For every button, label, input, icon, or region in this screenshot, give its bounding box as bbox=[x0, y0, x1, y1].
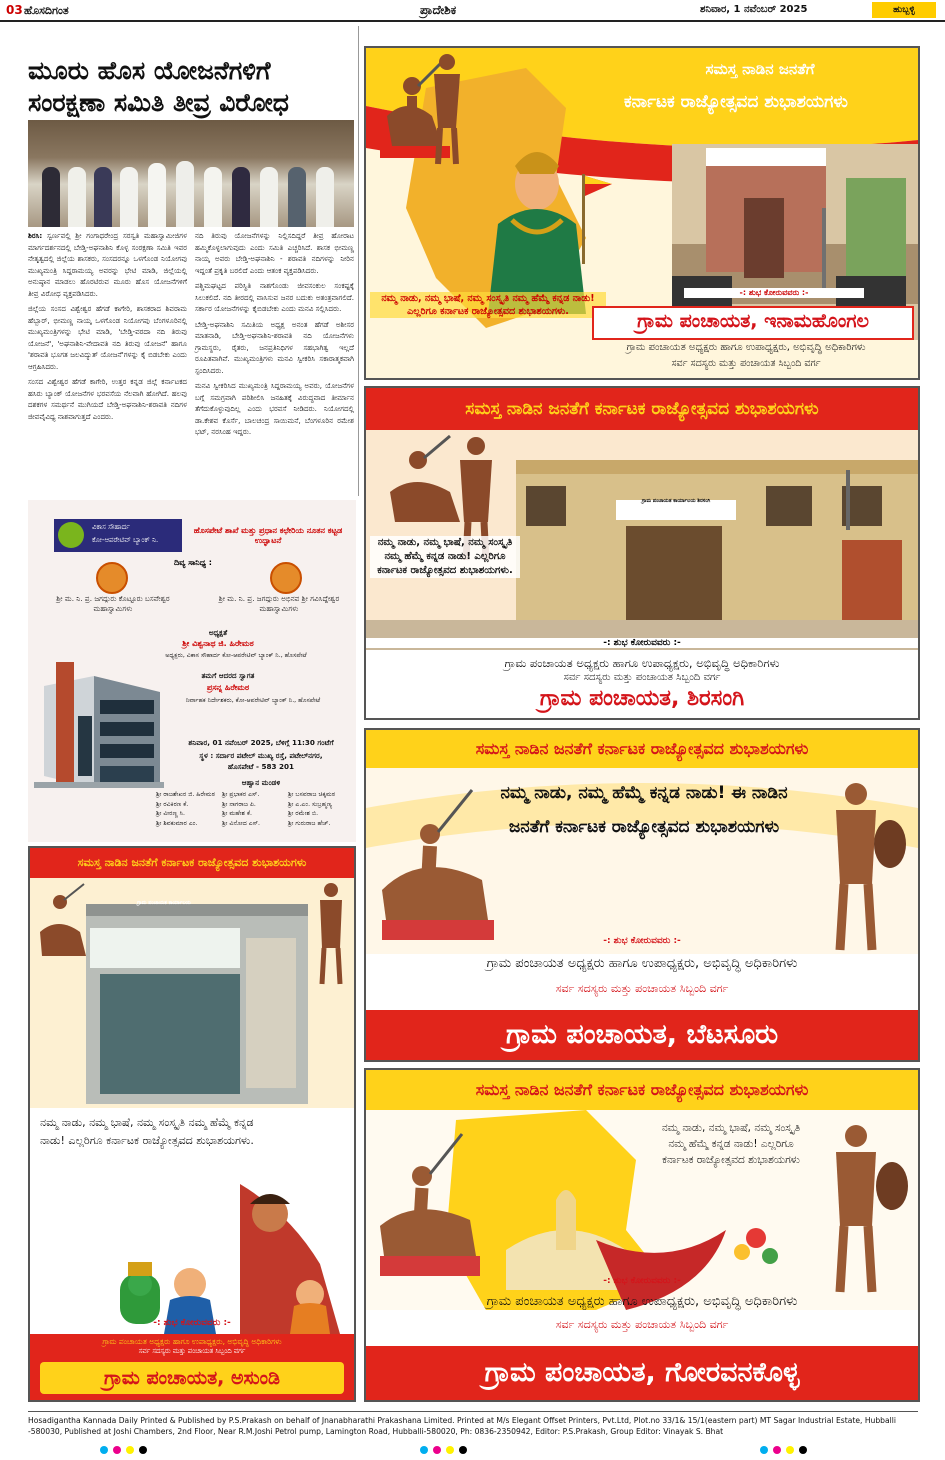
event-time: ಶನಿವಾರ, 01 ನವೆಂಬರ್ 2025, ಬೆಳಿಗ್ಗೆ 11:30 ಗಂಟೆಗೆ bbox=[188, 738, 334, 747]
news-paragraph: ನದಿ ತಿರುವು ಯೋಜನೆಗಳನ್ನು ನಿಲ್ಲಿಸದಿದ್ದರೆ ತೀವ್ರ ಹೋರಾಟ ಹಮ್ಮಿಕೊಳ್ಳಲಾಗುವುದು ಎಂದು ಸಮಿತಿ ಎಚ್ಚರಿಸಿದೆ. ಶಾಸಕ ಭೀಮಣ್ಣ ನಾಯ್ಕ ಅವರು ಬೇಡ್ತಿ-ಅಘನಾಶಿನಿ - ಶರಾವತಿ ನದಿಗಳನ್ನು ನೀರಿನ ಇದ್ದಂತೆ ಪ್ರಕೃತಿ ಬರಲಿದೆ ಎಂದು ಆತಂಕ ವ್ಯಕ್ತಪಡಿಸಿದರು. bbox=[195, 231, 354, 275]
sangolli-rayanna-statue-image bbox=[806, 1116, 916, 1296]
ad-officials: ಗ್ರಾಮ ಪಂಚಾಯತ ಅಧ್ಯಕ್ಷರು ಹಾಗೂ ಉಪಾಧ್ಯಕ್ಷರು, ಅಭಿವೃದ್ಧಿ ಅಧಿಕಾರಿಗಳು bbox=[486, 956, 798, 971]
color-registration-marks bbox=[420, 1446, 472, 1454]
event-city: ಹೊಸಪೇಟೆ - 583 201 bbox=[227, 762, 295, 771]
bhuvaneshwari-goddess-image bbox=[462, 144, 612, 314]
bank-invitation-ad bbox=[28, 500, 356, 842]
chair-label: ಅಧ್ಯಕ್ಷತೆ bbox=[208, 628, 228, 637]
ad-betasur bbox=[364, 728, 920, 1062]
ad-officials: ಗ್ರಾಮ ಪಂಚಾಯತ ಅಧ್ಯಕ್ಷರು ಹಾಗೂ ಉಪಾಧ್ಯಕ್ಷರು, ಅಭಿವೃದ್ಧಿ ಅಧಿಕಾರಿಗಳು bbox=[486, 1294, 798, 1309]
ad-message: ನಮ್ಮ ನಾಡು, ನಮ್ಮ ಭಾಷೆ, ನಮ್ಮ ಸಂಸ್ಕೃತಿ ನಮ್ಮ ಹೆಮ್ಮೆ ಕನ್ನಡ ನಾಡು! ಎಲ್ಲರಿಗೂ ಕರ್ನಾಟಕ ರಾಜ್ಯೋತ್ಸವದ ಶುಭಾಶಯಗಳು. bbox=[370, 292, 606, 318]
ad-band: ಸಮಸ್ತ ನಾಡಿನ ಜನತೆಗೆ ಕರ್ನಾಟಕ ರಾಜ್ಯೋತ್ಸವದ ಶುಭಾಶಯಗಳು bbox=[366, 730, 918, 768]
invitation-heading: ಹೊಸಪೇಟೆ ಶಾಖೆ ಮತ್ತು ಪ್ರಧಾನ ಕಛೇರಿಯ ನೂತನ ಕಟ್ಟಡ ಉದ್ಘಾಟನೆ bbox=[193, 526, 343, 545]
panchayat-name: ಗ್ರಾಮ ಪಂಚಾಯತ, ಶಿರಸಂಗಿ bbox=[539, 686, 745, 711]
news-paragraph: ಮನವಿ ಸ್ವೀಕರಿಸಿದ ಮುಖ್ಯಮಂತ್ರಿ ಸಿದ್ದರಾಮಯ್ಯ ಅವರು, ಯೋಜನೆಗಳ ಬಗ್ಗೆ ಸಮಗ್ರವಾಗಿ ಪರಿಶೀಲಿಸಿ ಜನಹಿತಕ್ಕೆ ವಿರುದ್ಧವಾದ ತೀರ್ಮಾನ ತೆಗೆದುಕೊಳ್ಳುವುದಿಲ್ಲ ಎಂದು ಭರವಸೆ ನೀಡಿದರು. ನಿಯೋಗದಲ್ಲಿ ಡಾ.ಕೇಶವ ಕೊರ್ಸೆ, ಬಾಲಚಂದ್ರ ಸಾಯಿಮನೆ, ಬೆಂಗಳೂರಿನ ರಮೇಶ ಭಟ್, ನರಸಿಂಹ ಇದ್ದರು. bbox=[195, 381, 354, 436]
ad-officials: ಗ್ರಾಮ ಪಂಚಾಯತ ಅಧ್ಯಕ್ಷರು ಹಾಗೂ ಉಪಾಧ್ಯಕ್ಷರು, ಅಭಿವೃದ್ಧಿ ಅಧಿಕಾರಿಗಳು bbox=[504, 656, 780, 670]
color-registration-marks bbox=[760, 1446, 812, 1454]
ad-message: ನಮ್ಮ ನಾಡು, ನಮ್ಮ ಭಾಷೆ, ನಮ್ಮ ಸಂಸ್ಕೃತಿ ನಮ್ಮ ಹೆಮ್ಮೆ ಕನ್ನಡ ನಾಡು! ಎಲ್ಲರಿಗೂ ಕರ್ನಾಟಕ ರಾಜ್ಯೋತ್ಸವದ ಶುಭಾಶಯಗಳು bbox=[661, 1122, 801, 1166]
guest-list-col-3: ಶ್ರೀ ಬಸವರಾಜ ಚಿಕ್ಕಮಠ ಶ್ರೀ ಎ.ಎಂ. ಸುಬ್ರಹ್ಮಣ್ಯ ಶ್ರೀ ರಮೇಶ ಬಿ. ಶ್ರೀ ಗುರುರಾಜ ಹೆಚ್. bbox=[288, 791, 336, 827]
ad-members: ಸರ್ವ ಸದಸ್ಯರು ಮತ್ತು ಪಂಚಾಯತ ಸಿಬ್ಬಂದಿ ವರ್ಗ bbox=[555, 982, 729, 995]
ad-band: ಸಮಸ್ತ ನಾಡಿನ ಜನತೆಗೆ ಕರ್ನಾಟಕ ರಾಜ್ಯೋತ್ಸವದ ಶುಭಾಶಯಗಳು bbox=[366, 1070, 918, 1110]
ad-inamahongal bbox=[364, 46, 920, 380]
ad-wishers-label: -: ಶುಭ ಕೋರುವವರು :- bbox=[684, 288, 864, 298]
sangolli-rayanna-statue-image bbox=[308, 878, 354, 988]
ad-message: ನಮ್ಮ ನಾಡು, ನಮ್ಮ ಭಾಷೆ, ನಮ್ಮ ಸಂಸ್ಕೃತಿ ನಮ್ಮ ಹೆಮ್ಮೆ ಕನ್ನಡ ನಾಡು! ಎಲ್ಲರಿಗೂ ಕರ್ನಾಟಕ ರಾಜ್ಯೋತ್ಸವದ ಶುಭಾಶಯಗಳು. bbox=[370, 536, 520, 578]
color-registration-marks bbox=[100, 1446, 152, 1454]
ad-greeting-line-2: ಕರ್ನಾಟಕ ರಾಜ್ಯೋತ್ಸವದ ಶುಭಾಶಯಗಳು bbox=[624, 92, 848, 112]
ad-message: ನಮ್ಮ ನಾಡು, ನಮ್ಮ ಹೆಮ್ಮೆ ಕನ್ನಡ ನಾಡು! ಈ ನಾಡಿನ ಜನತೆಗೆ ಕರ್ನಾಟಕ ರಾಜ್ಯೋತ್ಸವದ ಶುಭಾಶಯಗಳು bbox=[500, 783, 788, 837]
sangolli-rayanna-statue-image bbox=[806, 774, 916, 954]
kannada-dancers-illustration bbox=[90, 1174, 354, 1334]
swami-1: ಶ್ರೀ ಮ. ನಿ. ಪ್ರ. ಜಗದ್ಗುರು ಕೊಟ್ಟೂರು ಬಸವೇಶ್ವರ ಮಹಾಸ್ವಾಮಿಗಳು bbox=[56, 594, 170, 613]
ad-goravanakolla bbox=[364, 1068, 920, 1402]
issue-date: ಶನಿವಾರ, 1 ನವೆಂಬರ್ 2025 bbox=[700, 4, 808, 15]
ad-message: ನಮ್ಮ ನಾಡು, ನಮ್ಮ ಭಾಷೆ, ನಮ್ಮ ಸಂಸ್ಕೃತಿ ನಮ್ಮ ಹೆಮ್ಮೆ ಕನ್ನಡ ನಾಡು! ಎಲ್ಲರಿಗೂ ಕರ್ನಾಟಕ ರಾಜ್ಯೋತ್ಸವದ ಶುಭಾಶಯಗಳು. bbox=[40, 1116, 254, 1147]
ad-members: ಸರ್ವ ಸದಸ್ಯರು ಮತ್ತು ಪಂಚಾಯತ ಸಿಬ್ಬಂದಿ ವರ್ಗ bbox=[555, 1318, 729, 1331]
ad-wishers-label: -: ಶುಭ ಕೋರುವವರು :- bbox=[603, 936, 681, 946]
divine-presence-label: ದಿವ್ಯ ಸಾನಿಧ್ಯ : bbox=[174, 558, 212, 567]
news-paragraph: ಶಿರಸಿ: ಸ್ವರ್ಣವಲ್ಲಿ ಶ್ರೀ ಗಂಗಾಧರೇಂದ್ರ ಸರಸ್ವತಿ ಮಹಾಸ್ವಾಮೀಜಿಗಳ ಮಾರ್ಗದರ್ಶನದಲ್ಲಿ ಬೇಡ್ತಿ-ಅಘನಾಶಿನಿ ಕೊಳ್ಳ ಸಂರಕ್ಷಣಾ ಸಮಿತಿ ಇವರ ನೇತೃತ್ವದಲ್ಲಿ ಜಿಲ್ಲೆಯ ಶಾಸಕರು, ಸಂಸದರನ್ನೂ ಒಳಗೊಂಡ ನಿಯೋಗವು ಮುಖ್ಯಮಂತ್ರಿ ಸಿದ್ದರಾಮಯ್ಯ ಅವರನ್ನು ಭೇಟಿ ಮಾಡಿ, ಜಿಲ್ಲೆಯಲ್ಲಿ ಅನುಷ್ಠಾನ ಮಾಡಲು ಹೊರಟಿರುವ ಮೂರು ಹೊಸ ಯೋಜನೆಗಳಿಗೆ ತೀವ್ರ ವಿರೋಧ ವ್ಯಕ್ತಪಡಿಸಿದರು. bbox=[28, 231, 187, 298]
bank-logo: ವಿಕಾಸ ಸೌಹಾರ್ದ ಕೋ-ಆಪರೇಟಿವ್ ಬ್ಯಾಂಕ್ ನಿ. bbox=[54, 519, 182, 552]
ad-band: ಸಮಸ್ತ ನಾಡಿನ ಜನತೆಗೆ ಕರ್ನಾಟಕ ರಾಜ್ಯೋತ್ಸವದ ಶುಭಾಶಯಗಳು bbox=[366, 388, 918, 430]
guest-list-col-1: ಶ್ರೀ ರಾಜಶೇಖರ ಜಿ. ಹಿರೇಮಠ ಶ್ರೀ ರವಿಕಿರಣ ಕೆ. ಶ್ರೀ ವೀರಣ್ಣ ಸಿ. ಶ್ರೀ ಶಿವಕುಮಾರ ಎಂ. bbox=[156, 791, 215, 827]
news-headline bbox=[28, 55, 354, 119]
news-photo bbox=[28, 120, 354, 227]
guests-label: ಆಹ್ವಾನ ಮಂಡಳಿ bbox=[241, 778, 281, 787]
news-paragraph: ಜಿಲ್ಲೆಯ ಸಂಸದ ವಿಶ್ವೇಶ್ವರ ಹೆಗಡೆ ಕಾಗೇರಿ, ಶಾಸಕರಾದ ಶಿವರಾಮ ಹೆಬ್ಬಾರ್, ಭೀಮಣ್ಣ ನಾಯ್ಕ ಒಳಗೊಂಡ ನಿಯೋಗವು ಬೆಂಗಳೂರಿನಲ್ಲಿ ಮುಖ್ಯಮಂತ್ರಿಗಳನ್ನು ಭೇಟಿ ಮಾಡಿ, 'ಬೇಡ್ತಿ-ವರದಾ ನದಿ ತಿರುವು ಯೋಜನೆ', 'ಅಘನಾಶಿನಿ-ವೇದಾವತಿ ನದಿ ತಿರುವು ಯೋಜನೆ' ಹಾಗೂ 'ಶರಾವತಿ ಭೂಗತ ಜಲವಿದ್ಯುತ್ ಯೋಜನೆ'ಗಳನ್ನು ಕೈ ಬಿಡಬೇಕು ಎಂದು ಆಗ್ರಹಿಸಿದರು. bbox=[28, 304, 187, 371]
ad-wishers-label: -: ಶುಭ ಕೋರುವವರು :- bbox=[366, 638, 918, 648]
chair-name: ಶ್ರೀ ವಿಶ್ವನಾಥ ಜಿ. ಹಿರೇಮಠ bbox=[182, 639, 254, 648]
news-paragraph: ಪಶ್ಚಿಮಘಟ್ಟದ ಪರಿಸ್ಥಿತಿ ನಾಶಗೊಂಡು ಜೀವಸಂಕುಲ ಸಂಕಷ್ಟಕ್ಕೆ ಸಿಲುಕಲಿದೆ. ನದಿ ತೀರದಲ್ಲಿ ವಾಸಿಸುವ ಜನರ ಬದುಕು ಅತಂತ್ರವಾಗಲಿದೆ. ಸರ್ಕಾರ ಯೋಜನೆಗಳನ್ನು ಕೈಬಿಡಬೇಕು ಎಂದು ಮನವಿ ಸಲ್ಲಿಸಿದರು. bbox=[195, 281, 354, 313]
rani-chennamma-statue-image bbox=[372, 780, 502, 950]
swami-portrait bbox=[270, 562, 302, 594]
ad-asundi bbox=[28, 846, 356, 1402]
panchayat-name: ಗ್ರಾಮ ಪಂಚಾಯತ, ಇನಾಮಹೊಂಗಲ bbox=[592, 306, 914, 340]
edition-city: ಹುಬ್ಬಳ್ಳಿ bbox=[872, 2, 936, 18]
masthead: ಹೊಸದಿಗಂತ bbox=[24, 4, 69, 17]
news-body bbox=[28, 230, 354, 492]
welcome-label: ತಮಗೆ ಆದರದ ಸ್ವಾಗತ bbox=[201, 671, 255, 680]
swami-portrait bbox=[96, 562, 128, 594]
ad-members: ಸರ್ವ ಸದಸ್ಯರು ಮತ್ತು ಪಂಚಾಯತ ಸಿಬ್ಬಂದಿ ವರ್ಗ bbox=[138, 1347, 246, 1355]
section-name: ಪ್ರಾದೇಶಿಕ bbox=[420, 3, 457, 17]
page-header bbox=[0, 0, 945, 22]
panchayat-name: ಗ್ರಾಮ ಪಂಚಾಯತ, ಅಸುಂಡಿ bbox=[40, 1362, 344, 1394]
chair-role: ಅಧ್ಯಕ್ಷರು, ವಿಕಾಸ ಸೌಹಾರ್ದ ಕೋ-ಆಪರೇಟಿವ್ ಬ್ಯಾಂಕ್ ನಿ., ಹೊಸಪೇಟೆ bbox=[165, 652, 307, 659]
ad-greeting-line-1: ಸಮಸ್ತ ನಾಡಿನ ಜನತೆಗೆ bbox=[705, 60, 815, 78]
headline-line-2: ಸಂರಕ್ಷಣಾ ಸಮಿತಿ ತೀವ್ರ ವಿರೋಧ bbox=[28, 88, 289, 117]
ad-wishers-label: -: ಶುಭ ಕೋರುವವರು :- bbox=[603, 1276, 681, 1286]
ad-wishers-label: -: ಶುಭ ಕೋರುವವರು :- bbox=[153, 1318, 231, 1328]
guest-list-col-2: ಶ್ರೀ ಪ್ರಭಾಕರ ಎಸ್. ಶ್ರೀ ನಾಗರಾಜ ಪಿ. ಶ್ರೀ ಮಹೇಶ ಕೆ. ಶ್ರೀ ವಿನೋದ ಎಸ್. bbox=[222, 791, 261, 827]
building-sign: ಗ್ರಾಮ ಪಂಚಾಯತ ಕಾರ್ಯಾಲಯ ಇನಾಮಹೊಂಗಲ bbox=[725, 154, 809, 160]
print-imprint: Hosadigantha Kannada Daily Printed & Published by P.S.Prakash on behalf of Jnanabharathi Prakashana Limited. Printed at M/s Elegant Offset Printers, Pvt.Ltd, Plot.no 33/1& 15/1(eastern part) MT Sagar Industrial Estate, Hubballi -580030, Published at Joshi Chambers, 2nd Floor, Near R.M.Joshi Petrol pump, Lamington Road, Hubballi-580020, Ph: 0836-2350942, Editor: P.S.Prakash, Group Editor: Vinayak S. Bhat bbox=[28, 1411, 918, 1437]
ad-officials: ಗ್ರಾಮ ಪಂಚಾಯತ ಅಧ್ಯಕ್ಷರು ಹಾಗೂ ಉಪಾಧ್ಯಕ್ಷರು, ಅಭಿವೃದ್ಧಿ ಅಧಿಕಾರಿಗಳು bbox=[102, 1337, 282, 1346]
sangolli-rayanna-statue-image bbox=[422, 48, 472, 168]
building-sign: ಗ್ರಾಮ ಪಂಚಾಯತ ಕಾರ್ಯಾಲಯ ಶಿರಸಂಗಿ bbox=[641, 498, 711, 504]
news-paragraph: ಸಂಸದ ವಿಶ್ವೇಶ್ವರ ಹೆಗಡೆ ಕಾಗೇರಿ, ಉತ್ತರ ಕನ್ನಡ ಜಿಲ್ಲೆ ಕರ್ನಾಟಕದ ಹಸಿರು ಬ್ಯಾಂಕ್ ಯೋಜನೆಗಳ ಭರವಸೆಯ ನೆಲವಾಗಿ ಹೋಗಿದೆ. ಹಲವು ದಶಕಗಳ ಸಮರ್ಥನೆ ಮುಗಿಯದೆ ಬೇಡ್ತಿ-ಅಘನಾಶಿನಿ-ಶರಾವತಿ ನದಿಗಳ ಜೀವವೈವಿಧ್ಯ ನಾಶವಾಗುತ್ತದೆ ಎಂದರು. bbox=[28, 377, 187, 421]
swami-2: ಶ್ರೀ ಮ. ನಿ. ಪ್ರ. ಜಗದ್ಗುರು ಅಭಿನವ ಶ್ರೀ ಗವಿಸಿದ್ದೇಶ್ವರ ಮಹಾಸ್ವಾಮಿಗಳು bbox=[218, 594, 340, 613]
ad-members: ಸರ್ವ ಸದಸ್ಯರು ಮತ್ತು ಪಂಚಾಯತ ಸಿಬ್ಬಂದಿ ವರ್ಗ bbox=[671, 358, 821, 369]
headline-line-1: ಮೂರು ಹೊಸ ಯೋಜನೆಗಳಿಗೆ bbox=[28, 56, 271, 85]
ad-band: ಸಮಸ್ತ ನಾಡಿನ ಜನತೆಗೆ ಕರ್ನಾಟಕ ರಾಜ್ಯೋತ್ಸವದ ಶುಭಾಶಯಗಳು bbox=[30, 848, 354, 878]
event-venue: ಸ್ಥಳ : ಸರ್ದಾರ ಪಟೇಲ್ ಮುಖ್ಯ ರಸ್ತೆ, ಪಟೇಲ್‌ನಗರ, bbox=[199, 751, 323, 760]
bank-building-illustration bbox=[34, 656, 164, 788]
welcome-role: ನಿರ್ವಾಹಕ ನಿರ್ದೇಶಕರು, ಕೋ-ಆಪರೇಟಿವ್ ಬ್ಯಾಂಕ್ ನಿ., ಹೊಸಪೇಟೆ bbox=[185, 697, 321, 704]
page-number: 03 bbox=[6, 3, 23, 17]
rani-chennamma-statue-image bbox=[34, 882, 94, 972]
rani-chennamma-statue-image bbox=[370, 1126, 490, 1286]
ad-officials: ಗ್ರಾಮ ಪಂಚಾಯತ ಅಧ್ಯಕ್ಷರು ಹಾಗೂ ಉಪಾಧ್ಯಕ್ಷರು, ಅಭಿವೃದ್ಧಿ ಅಧಿಕಾರಿಗಳು bbox=[626, 342, 866, 353]
building-sign: ಗ್ರಾಮ ಪಂಚಾಯತ ಕಾರ್ಯಾಲಯ bbox=[137, 900, 191, 906]
ad-shirasangi bbox=[364, 386, 920, 720]
panchayat-name: ಗ್ರಾಮ ಪಂಚಾಯತ, ಗೋರವನಕೊಳ್ಳ bbox=[366, 1346, 918, 1400]
ad-members: ಸರ್ವ ಸದಸ್ಯರು ಮತ್ತು ಪಂಚಾಯತ ಸಿಬ್ಬಂದಿ ವರ್ಗ bbox=[563, 672, 721, 683]
panchayat-name: ಗ್ರಾಮ ಪಂಚಾಯತ, ಬೆಟಸೂರು bbox=[366, 1010, 918, 1060]
dateline: ಶಿರಸಿ: bbox=[28, 231, 43, 240]
welcome-name: ಪ್ರಸನ್ನ ಹಿರೇಮಠ bbox=[206, 683, 250, 692]
news-paragraph: ಬೇಡ್ತಿ-ಅಘನಾಶಿನಿ ಸಮಿತಿಯ ಅಧ್ಯಕ್ಷ ಅನಂತ ಹೆಗಡೆ ಅಶೀಸರ ಮಾತನಾಡಿ, ಬೇಡ್ತಿ-ಅಘನಾಶಿನಿ-ಶರಾವತಿ ನದಿ ಯೋಜನೆಗಳು ಗ್ರಾಮಸ್ಥರು, ರೈತರು, ಜನಪ್ರತಿನಿಧಿಗಳ ಸಹಭಾಗಿತ್ವ ಇಲ್ಲದೆ ರೂಪಿತವಾಗಿವೆ. ಮುಖ್ಯಮಂತ್ರಿಗಳು ಮನವಿ ಸ್ವೀಕರಿಸಿ ಸಕಾರಾತ್ಮಕವಾಗಿ ಸ್ಪಂದಿಸಿದರು. bbox=[195, 319, 354, 375]
column-divider bbox=[358, 26, 359, 496]
bank-logo-icon bbox=[58, 522, 84, 548]
ad-footer-strip bbox=[30, 1334, 354, 1400]
